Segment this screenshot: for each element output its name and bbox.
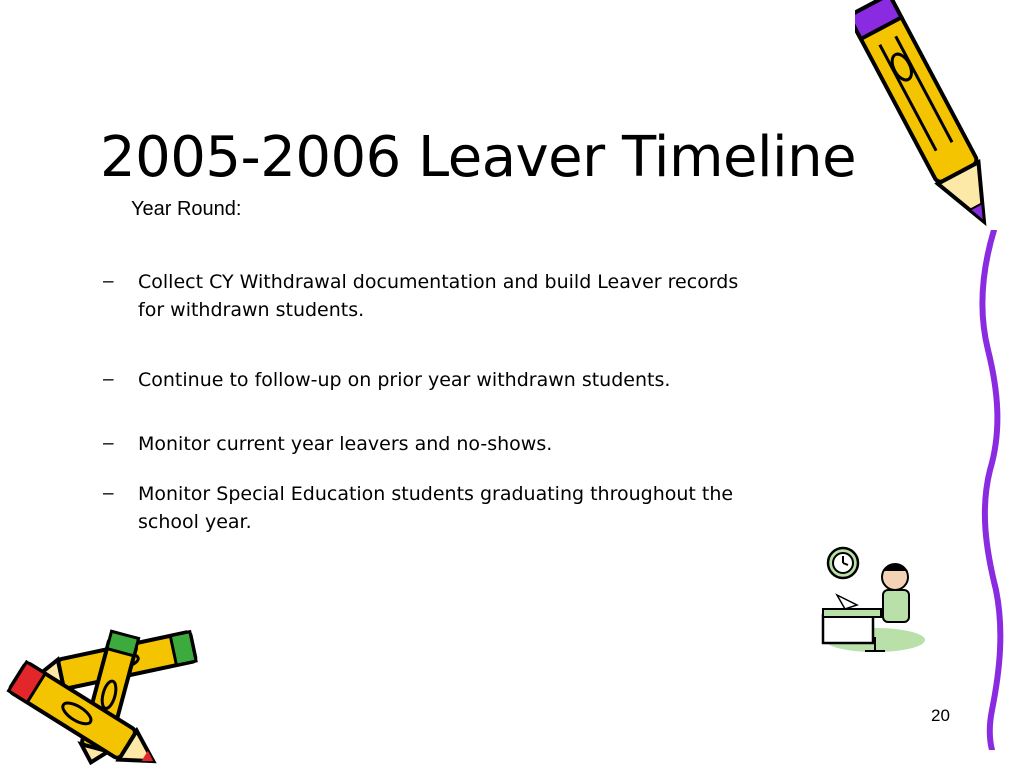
list-item (103, 268, 863, 324)
page-number: 20 (931, 706, 950, 725)
bullet-text: Monitor current year leavers and no-shows. (138, 433, 553, 455)
list-item (103, 366, 863, 394)
bullet-text: Collect CY Withdrawal documentation and build Leaver records (138, 271, 739, 293)
bullet-text: Monitor Special Education students graduating throughout the (138, 483, 734, 505)
subheading: Year Round: (131, 198, 242, 220)
bullet-marker: – (103, 433, 114, 454)
bullet-text: for withdrawn students. (138, 299, 365, 321)
list-item (103, 480, 863, 536)
wavy-border-line (960, 230, 1024, 750)
bullet-text: Continue to follow-up on prior year withdrawn students. (138, 369, 671, 391)
bullet-marker: – (103, 369, 114, 390)
bullet-text: school year. (138, 511, 252, 533)
worker-desk-clock-icon (815, 545, 930, 660)
bullet-marker: – (103, 271, 114, 292)
crossed-pencils-icon (0, 615, 210, 765)
pencil-icon (855, 0, 1005, 245)
list-item (103, 430, 863, 458)
bullet-list (103, 268, 863, 536)
slide-title: 2005-2006 Leaver Timeline (100, 124, 857, 190)
bullet-marker: – (103, 483, 114, 504)
